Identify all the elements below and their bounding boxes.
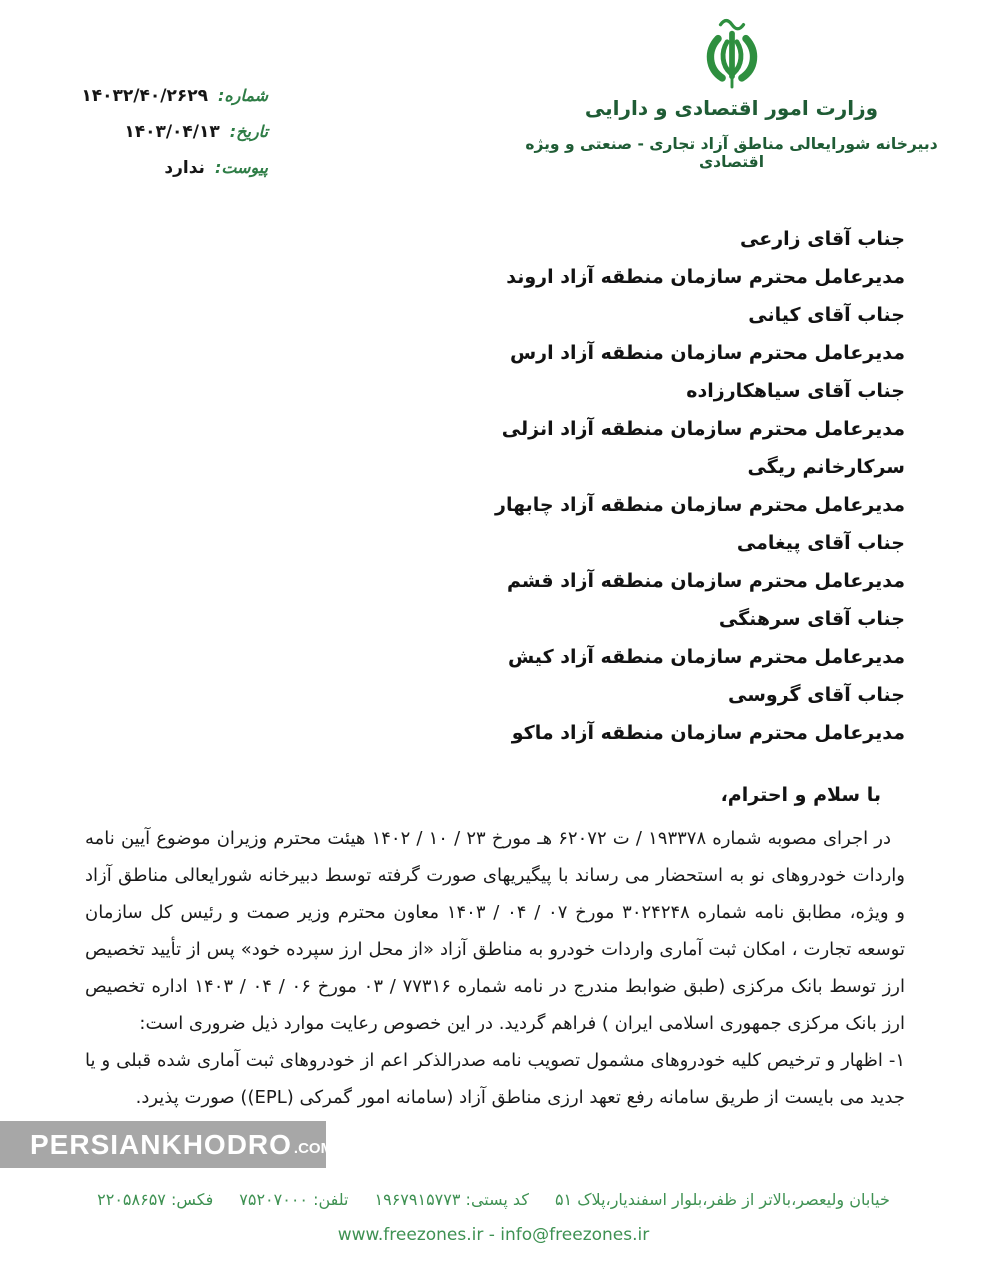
letterhead	[504, 14, 959, 171]
number-label: شماره:	[217, 86, 268, 105]
postal-label: کد پستی:	[465, 1190, 529, 1209]
recipient-name: جناب آقای کیانی	[748, 304, 905, 326]
letter-footer	[0, 1190, 987, 1245]
fax-label: فکس:	[170, 1190, 214, 1209]
recipient-title: مدیرعامل محترم سازمان منطقه آزاد ماکو	[511, 722, 905, 744]
recipient-name: جناب آقای گروسی	[728, 684, 905, 706]
date-label: تاریخ:	[229, 122, 268, 141]
recipient-name: جناب آقای سرهنگی	[718, 608, 905, 630]
meta-row-number	[78, 86, 268, 122]
recipient-name: جناب آقای زارعی	[740, 228, 905, 250]
recipient-name: سرکارخانم ریگی	[747, 456, 905, 478]
meta-row-attachment	[78, 158, 268, 194]
secretariat-name: دبیرخانه شورایعالی مناطق آزاد تجاری - صنعتی و ویژه اقتصادی	[525, 135, 938, 171]
watermark-banner	[0, 1121, 334, 1168]
postal-value: ۱۹۶۷۹۱۵۷۷۳	[374, 1190, 461, 1209]
letter-meta	[78, 86, 268, 194]
date-value: ۱۴۰۳/۰۴/۱۳	[124, 122, 220, 142]
attachment-value: ندارد	[164, 158, 205, 178]
recipient-title: مدیرعامل محترم سازمان منطقه آزاد کیش	[507, 646, 905, 668]
number-value: ۱۴۰۳۲/۴۰/۲۶۲۹	[81, 86, 208, 106]
phone-value: ۷۵۲۰۷۰۰۰	[239, 1190, 308, 1209]
recipient-title: مدیرعامل محترم سازمان منطقه آزاد انزلی	[501, 418, 905, 440]
recipient-title: مدیرعامل محترم سازمان منطقه آزاد چابهار	[495, 494, 905, 516]
footer-postal	[375, 1190, 529, 1209]
recipient-list	[85, 220, 905, 752]
watermark-brand: PERSIANKHODRO	[30, 1128, 292, 1160]
recipient-title: مدیرعامل محترم سازمان منطقه آزاد اروند	[506, 266, 905, 288]
fax-value: ۲۲۰۵۸۶۵۷	[97, 1190, 166, 1209]
body-paragraph: در اجرای مصوبه شماره ۱۹۳۳۷۸ / ت ۶۲۰۷۲ هـ مورخ ۲۳ / ۱۰ / ۱۴۰۲ هیئت محترم وزیران موضوع آیین نامه واردات خودروهای نو به استحضار می رساند با پیگیریهای صورت گرفته توسط دبیرخانه شورایعالی مناطق آزاد و ویژه، مطابق نامه شماره ۳۰۲۴۲۴۸ مورخ ۰۷ / ۰۴ / ۱۴۰۳ معاون محترم وزیر صمت و رئیس کل سازمان توسعه تجارت ، امکان ثبت آماری واردات خودرو به مناطق آزاد «از محل ارز سپرده خود» پس از تأیید تخصیص ارز توسط بانک مرکزی (طبق ضوابط مندرج در نامه شماره ۷۷۳۱۶ / ۰۳ مورخ ۰۶ / ۰۴ / ۱۴۰۳ اداره تخصیص ارز بانک مرکزی جمهوری اسلامی ایران ) فراهم گردید. در این خصوص رعایت موارد ذیل ضروری است:	[85, 828, 905, 1034]
recipient-title: مدیرعامل محترم سازمان منطقه آزاد قشم	[506, 570, 905, 592]
iran-emblem-icon	[504, 14, 959, 96]
recipient-title: مدیرعامل محترم سازمان منطقه آزاد ارس	[509, 342, 905, 364]
meta-row-date	[78, 122, 268, 158]
salutation: با سلام و احترام،	[720, 784, 881, 806]
phone-label: تلفن:	[313, 1190, 349, 1209]
attachment-label: پیوست:	[214, 158, 268, 177]
footer-address: خیابان ولیعصر،بالاتر از ظفر،بلوار اسفندیار،پلاک ۵۱	[554, 1190, 890, 1209]
watermark-suffix: .COM	[293, 1140, 334, 1157]
footer-phone	[239, 1190, 348, 1209]
body-item-1: ۱- اظهار و ترخیص کلیه خودروهای مشمول تصویب نامه صدرالذکر اعم از خودروهای ثبت آماری شده قبلی و یا جدید می بایست از طریق سامانه رفع تعهد ارزی مناطق آزاد (سامانه امور گمرکی (EPL)) صورت پذیرد.	[85, 1050, 905, 1108]
recipient-name: جناب آقای پیغامی	[736, 532, 905, 554]
footer-fax	[97, 1190, 213, 1209]
letter-body	[85, 820, 905, 1116]
footer-contact-line	[0, 1190, 987, 1209]
ministry-name: وزارت امور اقتصادی و دارایی	[584, 96, 879, 120]
footer-web: www.freezones.ir - info@freezones.ir	[337, 1225, 650, 1245]
recipient-name: جناب آقای سیاهکارزاده	[686, 380, 905, 402]
